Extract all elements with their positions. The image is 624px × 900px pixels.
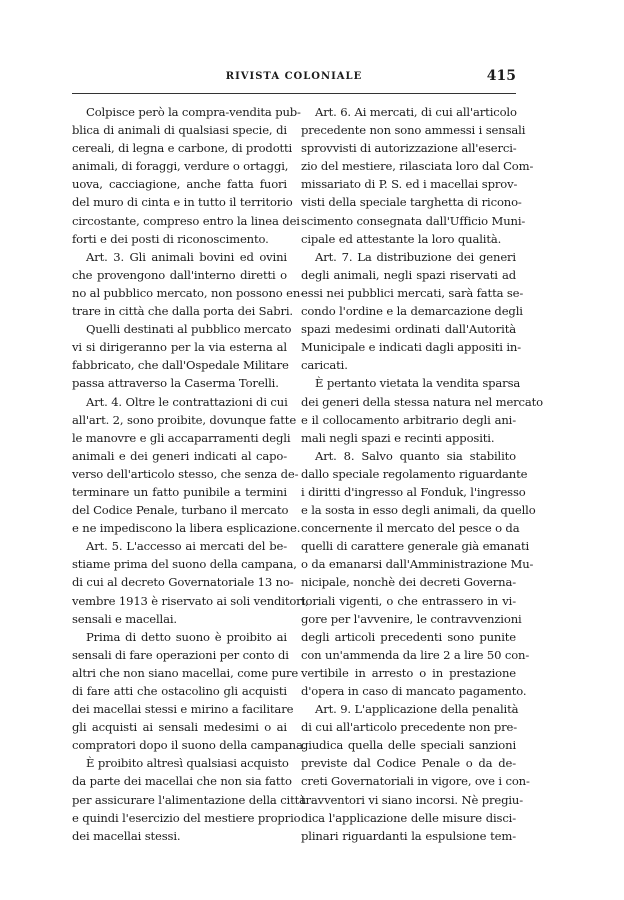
text-line: Prima di detto suono è proibito ai xyxy=(86,629,287,644)
text-line: plinari riguardanti la espulsione tem- xyxy=(301,828,516,843)
left-column xyxy=(72,103,309,845)
text-line: dica l'applicazione delle misure disci- xyxy=(301,810,516,825)
text-line: Art. 9. L'applicazione della penalità xyxy=(315,702,519,717)
text-line: dei macellai stessi e mirino a facilitare xyxy=(72,702,294,717)
text-line: sensali e macellai. xyxy=(72,611,177,626)
text-line: con un'ammenda da lire 2 a lire 50 con- xyxy=(301,647,530,662)
text-line: di cui al decreto Governatoriale 13 no- xyxy=(72,575,294,590)
text-line: Art. 6. Ai mercati, di cui all'articolo xyxy=(315,105,517,119)
text-line: animali e dei generi indicati al capo- xyxy=(72,448,287,463)
text-line: Colpisce però la compra-vendita pub- xyxy=(86,105,301,119)
text-line: da parte dei macellai che non sia fatto xyxy=(72,774,292,789)
header-rule xyxy=(72,93,516,94)
text-line: Quelli destinati al pubblico mercato xyxy=(86,322,292,337)
text-line: del Codice Penale, turbano il mercato xyxy=(72,503,289,518)
text-line: degli animali, negli spazi riservati ad xyxy=(301,267,516,282)
text-line: no al pubblico mercato, non possono en- xyxy=(72,285,304,300)
text-line: gore per l'avvenire, le contravvenzioni xyxy=(301,611,522,626)
text-line: cipale ed attestante la loro qualità. xyxy=(301,231,502,246)
text-line: zio del mestiere, rilasciata loro dal Com- xyxy=(301,159,534,174)
text-line: scimento consegnata dall'Ufficio Muni- xyxy=(301,213,526,228)
text-line: e ne impediscono la libera esplicazione. xyxy=(72,521,301,536)
text-line: giudica quella delle speciali sanzioni xyxy=(301,738,516,753)
text-line: e quindi l'esercizio del mestiere proprio xyxy=(72,810,301,825)
text-line: che provengono dall'interno diretti o xyxy=(72,267,287,282)
text-line: caricati. xyxy=(301,358,348,373)
text-line: blica di animali di qualsiasi specie, di xyxy=(72,123,287,138)
page-number: 415 xyxy=(486,68,516,84)
text-line: vi si dirigeranno per la via esterna al xyxy=(72,340,287,355)
text-line: per assicurare l'alimentazione della città xyxy=(72,792,306,807)
text-line: Art. 7. La distribuzione dei generi xyxy=(315,249,516,264)
text-line: d'opera in caso di mancato pagamento. xyxy=(301,684,527,698)
text-line: e la sosta in esso degli animali, da quello xyxy=(301,503,536,518)
text-line: missariato di P. S. ed i macellai sprov- xyxy=(301,177,518,192)
text-line: cereali, di legna e carbone, di prodotti xyxy=(72,141,293,156)
text-line: terminare un fatto punibile a termini xyxy=(72,484,287,499)
text-line: travventori vi siano incorsi. Nè pregiu- xyxy=(301,792,524,807)
text-line: creti Governatoriali in vigore, ove i con- xyxy=(301,774,530,789)
text-line: precedente non sono ammessi i sensali xyxy=(301,123,526,138)
text-line: dei generi della stessa natura nel mercato xyxy=(301,394,543,409)
text-line: e il collocamento arbitrario degli ani- xyxy=(301,412,516,427)
text-line: Art. 4. Oltre le contrattazioni di cui xyxy=(86,394,288,409)
text-line: quelli di carattere generale già emanati xyxy=(301,539,530,554)
text-line: previste dal Codice Penale o da de- xyxy=(301,756,516,771)
text-line: circostante, compreso entro la linea dei xyxy=(72,213,300,228)
text-line: Art. 3. Gli animali bovini ed ovini xyxy=(86,249,287,264)
text-line: sprovvisti di autorizzazione all'eserci- xyxy=(301,141,517,156)
text-line: animali, di foraggi, verdure o ortaggi, xyxy=(72,159,289,174)
text-line: È proibito altresì qualsiasi acquisto xyxy=(86,756,289,771)
text-line: dei macellai stessi. xyxy=(72,828,181,843)
text-line: stiame prima del suono della campana, xyxy=(72,557,297,572)
page-header xyxy=(72,68,516,90)
text-line: all'art. 2, sono proibite, dovunque fatte xyxy=(72,412,297,427)
text-line: di cui all'articolo precedente non pre- xyxy=(301,720,517,735)
text-line: vertibile in arresto o in prestazione xyxy=(301,665,516,680)
right-column xyxy=(301,103,543,845)
text-line: nicipale, nonchè dei decreti Governa- xyxy=(301,575,516,590)
text-line: di fare atti che ostacolino gli acquisti xyxy=(72,684,287,698)
text-line: visti della speciale targhetta di ricono- xyxy=(301,195,522,210)
text-line: vembre 1913 è riservato ai soli venditori, xyxy=(72,593,309,608)
text-line: fabbricato, che dall'Ospedale Militare xyxy=(72,358,289,373)
text-line: Municipale e indicati dagli appositi in- xyxy=(301,340,522,355)
text-line: essi nei pubblici mercati, sarà fatta se- xyxy=(301,285,524,300)
text-line: verso dell'articolo stesso, che senza de- xyxy=(72,466,299,481)
text-line: Art. 5. L'accesso ai mercati del be- xyxy=(86,539,287,554)
text-line: le manovre e gli accaparramenti degli xyxy=(72,430,291,445)
text-line: spazi medesimi ordinati dall'Autorità xyxy=(301,322,516,337)
text-line: È pertanto vietata la vendita sparsa xyxy=(315,376,521,391)
running-title: RIVISTA COLONIALE xyxy=(225,71,363,82)
text-line: i diritti d'ingresso al Fonduk, l'ingresso xyxy=(301,484,526,499)
text-line: degli articoli precedenti sono punite xyxy=(301,629,516,644)
text-line: gli acquisti ai sensali medesimi o ai xyxy=(72,720,287,735)
text-line: trare in città che dalla porta dei Sabri. xyxy=(72,304,293,319)
text-line: toriali vigenti, o che entrassero in vi- xyxy=(301,593,516,608)
text-line: compratori dopo il suono della campana. xyxy=(72,738,307,753)
text-line: dallo speciale regolamento riguardante xyxy=(301,466,528,481)
text-line: o da emanarsi dall'Amministrazione Mu- xyxy=(301,557,534,572)
text-line: uova, cacciagione, anche fatta fuori xyxy=(72,177,287,192)
text-line: sensali di fare operazioni per conto di xyxy=(72,647,289,662)
text-line: condo l'ordine e la demarcazione degli xyxy=(301,304,523,319)
text-line: concernente il mercato del pesce o da xyxy=(301,521,520,536)
text-line: forti e dei posti di riconoscimento. xyxy=(72,231,269,246)
text-line: del muro di cinta e in tutto il territorio xyxy=(72,195,293,210)
text-line: altri che non siano macellai, come pure xyxy=(72,665,299,680)
text-line: mali negli spazi e recinti appositi. xyxy=(301,430,495,445)
text-line: passa attraverso la Caserma Torelli. xyxy=(72,376,279,391)
text-line: Art. 8. Salvo quanto sia stabilito xyxy=(315,448,516,463)
